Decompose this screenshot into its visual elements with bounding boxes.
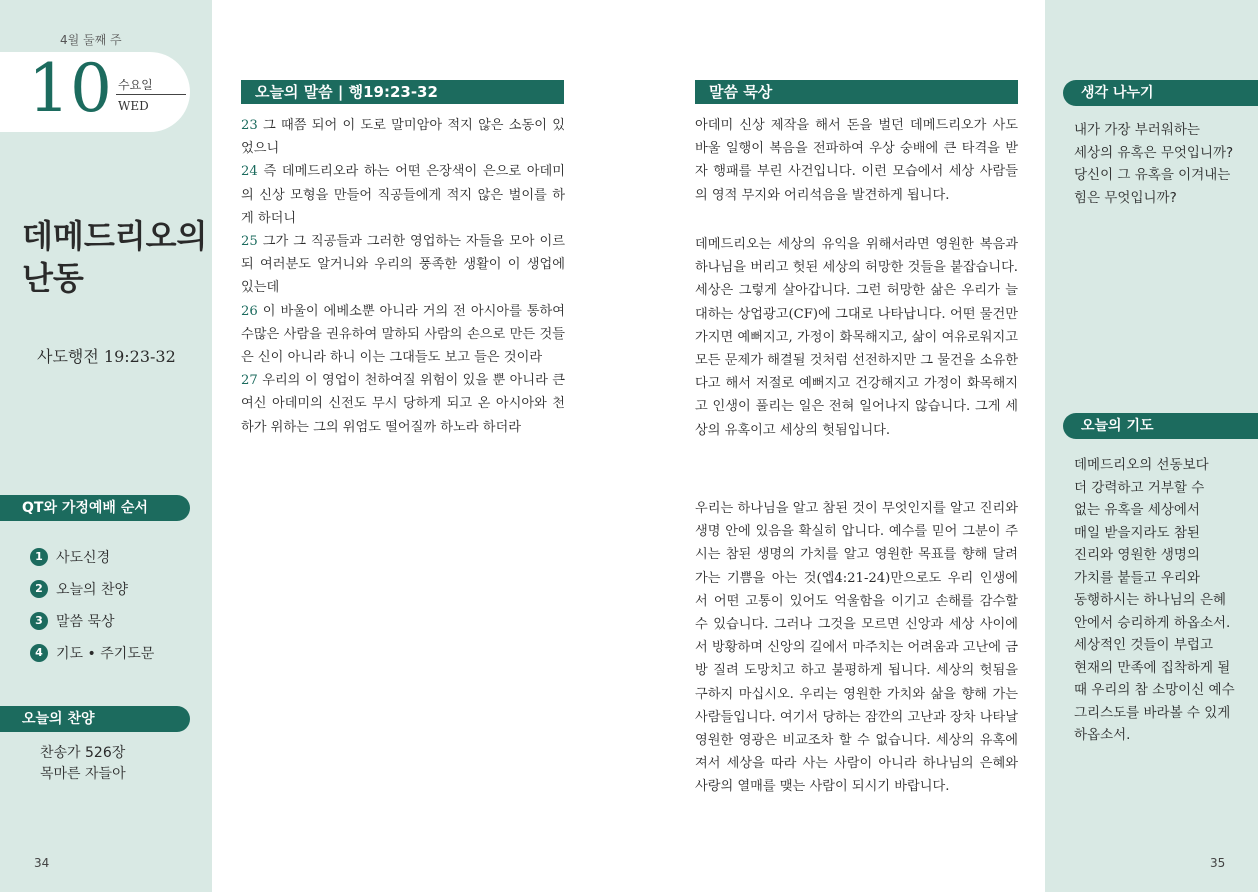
verse-text: 우리의 이 영업이 천하여질 위험이 있을 뿐 아니라 큰 여신 아데미의 신전도 무시 당하게 되고 온 아시아와 천하가 위하는 그의 위엄도 떨어질까 하노라 하더라 — [241, 373, 565, 435]
number-badge: 4 — [30, 644, 48, 662]
list-item — [30, 573, 154, 605]
prayer-line: 매일 받을지라도 참된 — [1074, 524, 1200, 541]
prayer-line: 세상적인 것들이 부럽고 — [1074, 637, 1213, 653]
hymn-number: 찬송가 526장 — [40, 745, 126, 761]
verse-text: 그 때쯤 되어 이 도로 말미암아 적지 않은 소동이 있었으니 — [241, 118, 565, 157]
title-line-2: 난동 — [22, 259, 84, 297]
scripture-reference: 사도행전 19:23-32 — [37, 347, 176, 366]
prayer-line: 그리스도를 바라볼 수 있게 — [1074, 704, 1231, 721]
share-questions — [1074, 119, 1244, 209]
order-list — [30, 541, 154, 669]
meditation-paragraph-3: 우리는 하나님을 알고 참된 것이 무엇인지를 알고 진리와 생명 안에 있음을 확실히 압니다. 예수를 믿어 그분이 주시는 참된 생명의 가치를 알고 영원한 목표를 향해 달려가는 기쁨을 아는 것(엡4:21-24)만으로도 우리 인생에서 어떤 고통이 있어도 억울함을 이기고 손해를 감수할 수 있습니다. 그러나 그것을 모르면 신앙과 세상 사이에서 방황하며 신앙의 길에서 마주치는 어려움과 고난에 금방 질려 도망치고 하고 불평하게 됩니다. 세상의 헛됨을 구하지 마십시오. 우리는 영원한 가치와 삶을 향해 가는 사람들입니다. 여기서 당하는 잠깐의 고난과 장차 나타날 영원한 영광은 비교조차 할 수 없습니다. 세상의 유혹에 져서 세상을 따라 사는 사람이 아니라 하나님의 은혜와 사랑의 열매를 맺는 사람이 되시기 바랍니다. — [695, 501, 1018, 795]
number-badge: 2 — [30, 580, 48, 598]
verse-number: 25 — [241, 234, 258, 250]
order-item-label: 사도신경 — [56, 550, 111, 566]
verse-number: 24 — [241, 164, 258, 180]
prayer-line: 없는 유혹을 세상에서 — [1074, 502, 1200, 518]
order-item-label: 기도 • 주기도문 — [56, 646, 155, 662]
prayer-line: 동행하시는 하나님의 은혜 — [1074, 592, 1227, 608]
prayer-line: 더 강력하고 거부할 수 — [1074, 479, 1205, 496]
order-heading: QT와 가정예배 순서 — [0, 495, 190, 521]
prayer-text — [1074, 454, 1244, 747]
hymn-title: 목마른 자들아 — [40, 766, 126, 782]
prayer-line: 하옵소서. — [1074, 727, 1131, 743]
verse — [241, 114, 565, 160]
verse — [241, 230, 565, 300]
share-heading: 생각 나누기 — [1063, 80, 1258, 106]
list-item — [30, 605, 154, 637]
weekday-korean: 수요일 — [118, 78, 153, 92]
verse-number: 26 — [241, 303, 258, 319]
verse-text: 즉 데메드리오라 하는 어떤 은장색이 은으로 아데미의 신상 모형을 만들어 직공들에게 적지 않은 벌이를 하게 하더니 — [241, 164, 565, 226]
prayer-line: 가치를 붙들고 우리와 — [1074, 569, 1200, 586]
share-line: 당신이 그 유혹을 이겨내는 — [1074, 167, 1231, 183]
share-line: 내가 가장 부러워하는 — [1074, 122, 1200, 138]
list-item — [30, 637, 154, 669]
prayer-line: 데메드리오의 선동보다 — [1074, 457, 1209, 473]
order-item-label: 오늘의 찬양 — [56, 582, 129, 598]
hymn-heading: 오늘의 찬양 — [0, 706, 190, 732]
day-number: 10 — [28, 50, 112, 127]
meditation-paragraph-2: 데메드리오는 세상의 유익을 위해서라면 영원한 복음과 하나님을 버리고 헛된 세상의 허망한 것들을 붙잡습니다. 세상은 그렇게 살아갑니다. 그런 허망한 삶은 우리가 늘 대하는 상업광고(CF)에 그대로 나타납니다. 어떤 물건만 가지면 예뻐지고, 가정이 화목해지고, 삶이 여유로워지고 모든 문제가 해결될 것처럼 선전하지만 그 물건을 소유한다고 해서 저절로 예뻐지고 건강해지고 가정이 화목해지고 인생이 풀리는 일은 전혀 일어나지 않습니다. 그게 세상의 유혹이고 세상의 헛됨입니다. — [695, 237, 1018, 438]
prayer-heading: 오늘의 기도 — [1063, 413, 1258, 439]
page-number-left: 34 — [34, 856, 50, 870]
page-title — [22, 215, 207, 299]
hymn-info — [40, 743, 126, 785]
order-item-label: 말씀 묵상 — [56, 614, 115, 630]
verse — [241, 300, 565, 370]
scripture-text — [241, 114, 565, 439]
prayer-line: 때 우리의 참 소망이신 예수 — [1074, 682, 1235, 698]
list-item — [30, 541, 154, 573]
title-line-1: 데메드리오의 — [22, 217, 208, 255]
verse-text: 이 바울이 에베소뿐 아니라 거의 전 아시아를 통하여 수많은 사람을 권유하여 말하되 사람의 손으로 만든 것들은 신이 아니라 하니 이는 그대들도 보고 들은 것이라 — [241, 303, 565, 366]
verse-number: 27 — [241, 373, 258, 389]
verse-text: 그가 그 직공들과 그러한 영업하는 자들을 모아 이르되 여러분도 알거니와 우리의 풍족한 생활이 이 생업에 있는데 — [241, 234, 565, 296]
verse — [241, 160, 565, 230]
meditation-paragraph-1: 아데미 신상 제작을 해서 돈을 벌던 데메드리오가 사도 바울 일행이 복음을 전파하여 우상 숭배에 큰 타격을 받자 행패를 부린 사건입니다. 이런 모습에서 세상 사람들의 영적 무지와 어리석음을 발견하게 됩니다. — [695, 118, 1018, 203]
week-label: 4월 둘째 주 — [60, 33, 122, 47]
weekday-divider — [116, 94, 186, 95]
number-badge: 3 — [30, 612, 48, 630]
prayer-line: 안에서 승리하게 하옵소서. — [1074, 614, 1231, 631]
prayer-line: 진리와 영원한 생명의 — [1074, 547, 1200, 563]
share-line: 힘은 무엇입니까? — [1074, 189, 1177, 206]
number-badge: 1 — [30, 548, 48, 566]
meditation-heading: 말씀 묵상 — [695, 80, 1018, 104]
page-number-right: 35 — [1210, 856, 1226, 870]
prayer-line: 현재의 만족에 집착하게 될 — [1074, 659, 1231, 676]
verse — [241, 369, 565, 439]
share-line: 세상의 유혹은 무엇입니까? — [1074, 144, 1234, 161]
weekday-english: WED — [118, 99, 149, 113]
verse-number: 23 — [241, 118, 258, 133]
scripture-heading: 오늘의 말씀 | 행19:23-32 — [241, 80, 564, 104]
